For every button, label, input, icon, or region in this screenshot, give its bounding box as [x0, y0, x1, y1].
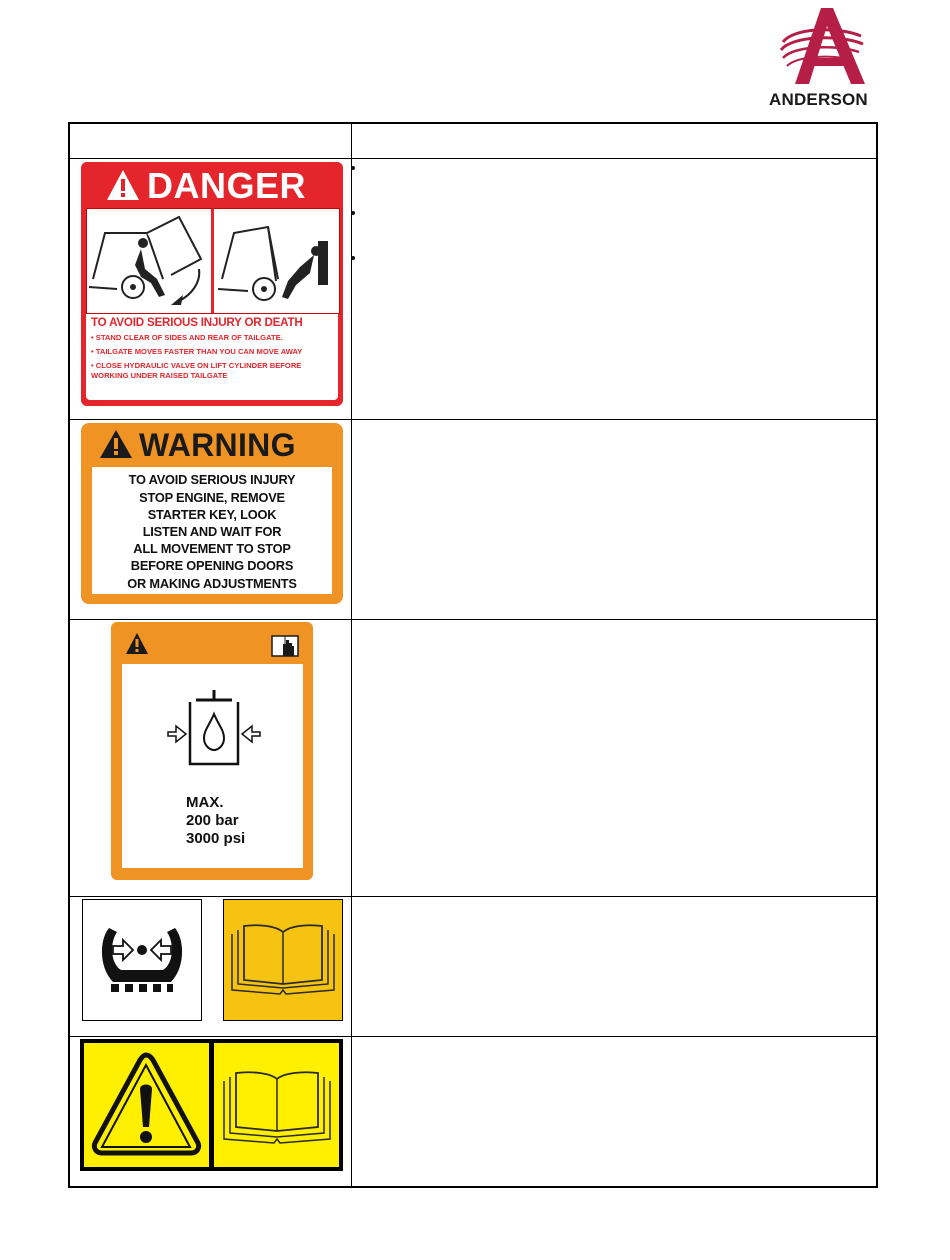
danger-line-1: • STAND CLEAR OF SIDES AND REAR OF TAILGATE.: [91, 333, 283, 342]
description-cell: [351, 159, 877, 420]
danger-header: DANGER: [147, 165, 307, 206]
operator-manual-icon: [230, 924, 336, 996]
operator-manual-icon: [222, 1069, 332, 1145]
description-cell: [351, 897, 877, 1037]
operator-manual-decal: [223, 899, 343, 1021]
warning-decal: [81, 423, 343, 604]
hydraulic-pressure-decal: [111, 622, 313, 880]
tire-pressure-decal: [82, 899, 202, 1021]
danger-decal: [81, 162, 343, 406]
table-row: [69, 897, 877, 1037]
description-cell: [351, 619, 877, 896]
warning-line: TO AVOID SERIOUS INJURY: [128, 472, 296, 488]
list-item: [366, 204, 877, 249]
warning-line: OR MAKING ADJUSTMENTS: [127, 575, 297, 591]
danger-line-2: • TAILGATE MOVES FASTER THAN YOU CAN MOVE AWAY: [91, 347, 303, 356]
tailgate-crush-illustration-icon: [87, 209, 211, 313]
description-cell: [351, 1037, 877, 1187]
table-row: [69, 619, 877, 896]
danger-illustrations: [86, 208, 340, 314]
warning-line: STOP ENGINE, REMOVE: [139, 489, 285, 505]
decal-cell: [69, 619, 351, 896]
pressure-bar-value: 200 bar: [186, 811, 239, 829]
decal-cell: [69, 1037, 351, 1187]
table-row: [69, 159, 877, 420]
warning-line: BEFORE OPENING DOORS: [130, 558, 294, 574]
anderson-a-logo-icon: [775, 6, 867, 88]
danger-line-3: • CLOSE HYDRAULIC VALVE ON LIFT CYLINDER BEFORE WORKING UNDER RAISED TAILGATE: [91, 361, 302, 380]
pressure-max-label: MAX.: [186, 793, 224, 811]
warning-line: ALL MOVEMENT TO STOP: [133, 541, 291, 557]
warning-triangle-icon: [99, 429, 133, 459]
warning-triangle-icon: [105, 168, 141, 202]
danger-text-panel: [86, 314, 338, 400]
description-column-header: [351, 123, 877, 159]
warning-triangle-icon: [125, 632, 149, 656]
exclamation-triangle-icon: [90, 1049, 203, 1159]
description-bullet-list: [352, 159, 877, 294]
decal-cell: [69, 420, 351, 619]
tailgate-side-illustration-icon: [214, 209, 339, 313]
manual-hand-icon: [271, 634, 299, 658]
description-cell: [351, 420, 877, 619]
pressure-psi-value: 3000 psi: [186, 829, 246, 847]
warning-text-panel: [92, 467, 332, 594]
safety-alert-manual-decal: [80, 1039, 343, 1171]
table-row: [69, 420, 877, 619]
danger-title: TO AVOID SERIOUS INJURY OR DEATH: [91, 316, 303, 329]
list-item: [366, 249, 877, 294]
decal-column-header: [69, 123, 351, 159]
warning-line: LISTEN AND WAIT FOR: [142, 523, 282, 539]
list-item: [366, 159, 877, 204]
safety-decal-table: [68, 122, 878, 1188]
hydraulic-cylinder-icon: [166, 688, 262, 768]
table-row: [69, 1037, 877, 1187]
decal-cell: [69, 159, 351, 420]
pressure-panel: [122, 664, 303, 868]
decal-cell: [69, 897, 351, 1037]
warning-line: STARTER KEY, LOOK: [147, 506, 277, 522]
anderson-logo: [765, 6, 885, 110]
tire-pressure-icon: [97, 924, 187, 1000]
warning-header: WARNING: [139, 427, 296, 464]
table-header-row: [69, 123, 877, 159]
brand-name: ANDERSON: [769, 90, 868, 109]
